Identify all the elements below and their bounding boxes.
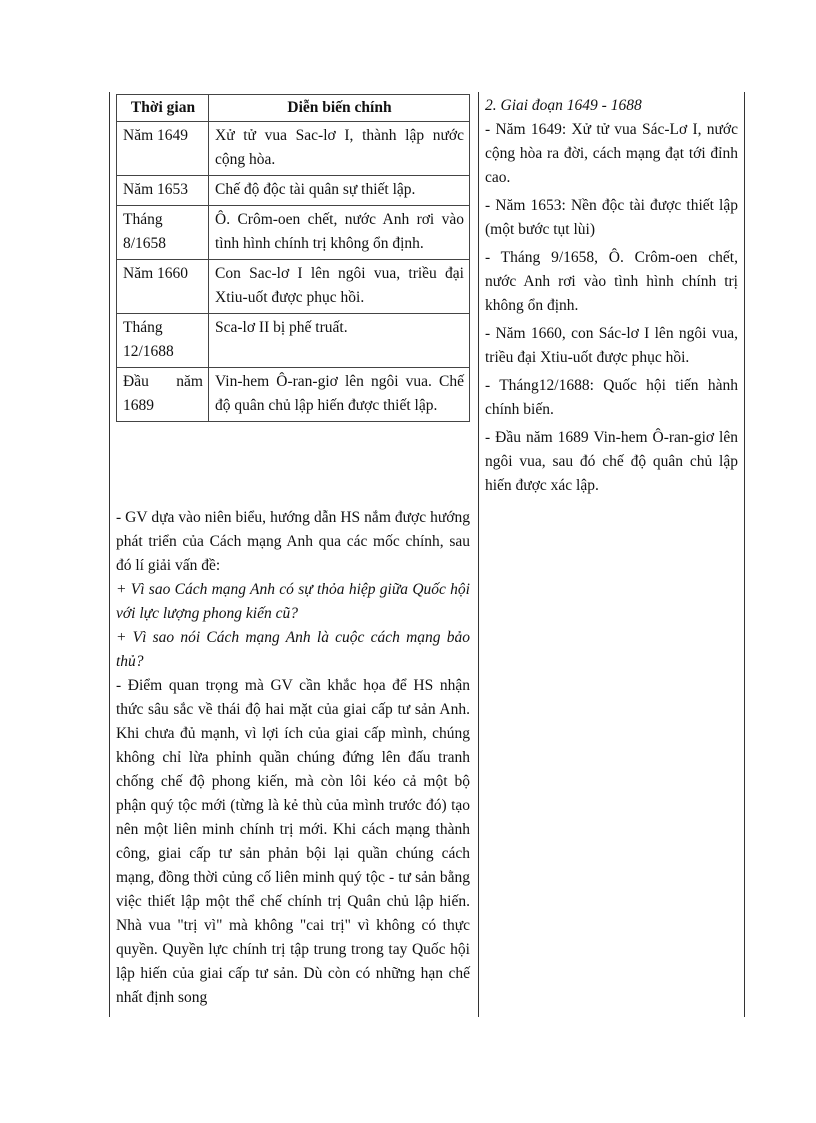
question-paragraph: + Vì sao Cách mạng Anh có sự thỏa hiệp giữa Quốc hội với lực lượng phong kiến cũ? [116,581,470,622]
row-event: Sca-lơ II bị phế truất. [209,314,470,368]
teacher-guidance-text [116,506,470,1010]
row-time: Tháng 8/1658 [117,206,209,260]
knowledge-column [485,94,738,498]
question-paragraph: + Vì sao nói Cách mạng Anh là cuộc cách mạng bảo thủ? [116,629,470,670]
header-time: Thời gian [117,95,209,122]
row-time: Năm 1649 [117,122,209,176]
list-item: - Năm 1649: Xử tử vua Sác-Lơ I, nước cộng hòa ra đời, cách mạng đạt tới đỉnh cao. [485,121,738,186]
column-border-right [744,92,745,1017]
table-row [117,122,470,176]
header-events: Diễn biến chính [209,95,470,122]
timeline-table [116,94,470,422]
table-row [117,260,470,314]
row-time: Đầu năm 1689 [117,368,209,422]
row-event: Con Sac-lơ I lên ngôi vua, triều đại Xtiu-uốt được phục hồi. [209,260,470,314]
paragraph: - Điểm quan trọng mà GV cần khắc họa để HS nhận thức sâu sắc về thái độ hai mặt của giai cấp tư sản Anh. Khi chưa đủ mạnh, vì lợi ích của giai cấp mình, chúng không chỉ lừa phỉnh quần chúng đứng lên đấu tranh chống chế độ phong kiến, mà còn lôi kéo cả một bộ phận quý tộc mới (từng là kẻ thù của mình trước đó) tạo nên một liên minh chính trị mới. Khi cách mạng thành công, giai cấp tư sản phản bội lại quần chúng cách mạng, đồng thời củng cố liên minh quý tộc - tư sản bằng việc thiết lập một thể chế chính trị Quân chủ lập hiến. Nhà vua "trị vì" mà không "cai trị" vì không có thực quyền. Quyền lực chính trị tập trung trong tay Quốc hội lập hiến của giai cấp tư sản. Dù còn có những hạn chế nhất định song [116,677,470,1006]
paragraph: - GV dựa vào niên biểu, hướng dẫn HS nắm được hướng phát triển của Cách mạng Anh qua các mốc chính, sau đó lí giải vấn đề: [116,509,470,574]
column-border-left [109,92,110,1017]
list-item: - Năm 1653: Nền độc tài được thiết lập (một bước tụt lùi) [485,197,738,238]
table-row [117,314,470,368]
table-row [117,206,470,260]
row-time: Năm 1653 [117,176,209,206]
row-event: Vin-hem Ô-ran-giơ lên ngôi vua. Chế độ quân chủ lập hiến được thiết lập. [209,368,470,422]
table-row [117,368,470,422]
table-header-row [117,95,470,122]
row-event: Ô. Crôm-oen chết, nước Anh rơi vào tình hình chính trị không ổn định. [209,206,470,260]
list-item: - Năm 1660, con Sác-lơ I lên ngôi vua, triều đại Xtiu-uốt được phục hồi. [485,325,738,366]
row-event: Xử tử vua Sac-lơ I, thành lập nước cộng hòa. [209,122,470,176]
column-border-middle [478,92,479,1017]
row-time: Năm 1660 [117,260,209,314]
list-item: - Tháng 9/1658, Ô. Crôm-oen chết, nước Anh rơi vào tình hình chính trị không ổn định. [485,249,738,314]
list-item: - Đầu năm 1689 Vin-hem Ô-ran-giơ lên ngôi vua, sau đó chế độ quân chủ lập hiến được xác lập. [485,429,738,494]
list-item: - Tháng12/1688: Quốc hội tiến hành chính biến. [485,377,738,418]
row-event: Chế độ độc tài quân sự thiết lập. [209,176,470,206]
row-time: Tháng 12/1688 [117,314,209,368]
table-row [117,176,470,206]
section-heading: 2. Giai đoạn 1649 - 1688 [485,97,642,114]
